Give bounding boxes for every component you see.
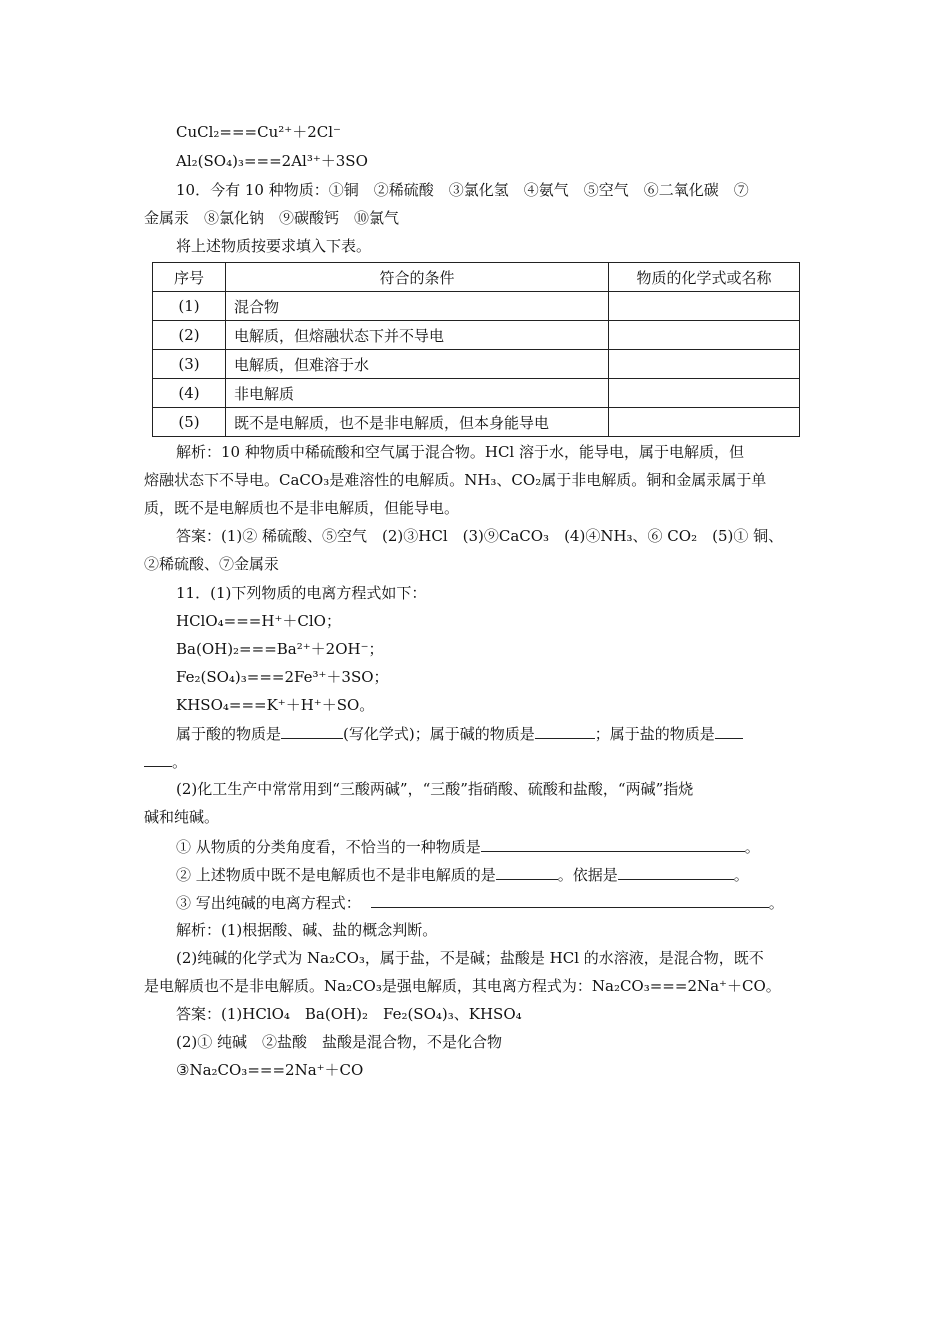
row-answer-cell [609, 292, 800, 321]
q10-instruction: 将上述物质按要求填入下表。 [176, 237, 372, 255]
table-row [153, 292, 800, 321]
q11-part1-question [176, 723, 743, 744]
table-row [153, 350, 800, 379]
row-condition: 电解质，但熔融状态下并不导电 [226, 321, 609, 350]
row-index: (5) [153, 408, 226, 437]
q10-analysis-line2: 熔融状态下不导电。CaCO₃是难溶性的电解质。NH₃、CO₂属于非电解质。铜和金属汞属于单 [144, 471, 767, 489]
row-answer-cell [609, 379, 800, 408]
q11-intro: 11．(1)下列物质的电离方程式如下： [176, 584, 427, 602]
acid-answer-blank [281, 723, 343, 739]
sub2-basis-prompt: 。依据是 [557, 866, 618, 884]
q10-stem-line2: 金属汞 ⑧氯化钠 ⑨碳酸钙 ⑩氯气 [144, 209, 400, 227]
q11-base-prompt: (写化学式)；属于碱的物质是 [343, 725, 535, 743]
table-row [153, 379, 800, 408]
sub3-answer-blank [371, 892, 769, 908]
q11-equation-2: Ba(OH)₂===Ba²⁺＋2OH⁻； [176, 640, 384, 658]
row-answer-cell [609, 350, 800, 379]
header-condition: 符合的条件 [226, 263, 609, 292]
q11-equation-4: KHSO₄===K⁺＋H⁺＋SO。 [176, 696, 375, 714]
row-condition: 既不是电解质，也不是非电解质，但本身能导电 [226, 408, 609, 437]
q11-part2-line2: 碱和纯碱。 [144, 808, 220, 826]
row-index: (4) [153, 379, 226, 408]
period-mark: 。 [172, 753, 188, 771]
q11-equation-1: HClO₄===H⁺＋ClO； [176, 612, 341, 630]
sub1-answer-blank [481, 836, 745, 852]
row-answer-cell [609, 321, 800, 350]
q11-sub2 [176, 864, 749, 885]
table-row [153, 321, 800, 350]
q10-answer-line1: 答案：(1)② 稀硫酸、⑤空气 (2)③HCl (3)⑨CaCO₃ (4)④NH₃、⑥ CO₂ (5)① 铜、 [176, 527, 784, 545]
q11-sub1 [176, 836, 760, 857]
q11-answer-line2: (2)① 纯碱 ②盐酸 盐酸是混合物，不是化合物 [176, 1033, 503, 1051]
q11-sub3 [176, 892, 784, 913]
row-index: (3) [153, 350, 226, 379]
row-condition: 非电解质 [226, 379, 609, 408]
q11-part1-continuation [144, 751, 187, 772]
q10-answer-line2: ②稀硫酸、⑦金属汞 [144, 555, 280, 573]
q10-table [152, 262, 800, 437]
q10-analysis-line1: 解析：10 种物质中稀硫酸和空气属于混合物。HCl 溶于水，能导电，属于电解质，但 [176, 443, 744, 461]
sub2-basis-blank [618, 864, 734, 880]
salt-answer-blank-continued [144, 751, 172, 767]
q11-analysis-line3: 是电解质也不是非电解质。Na₂CO₃是强电解质，其电离方程式为：Na₂CO₃===2Na⁺＋CO。 [144, 977, 781, 995]
header-substance: 物质的化学式或名称 [609, 263, 800, 292]
period-mark: 。 [768, 894, 784, 912]
row-index: (2) [153, 321, 226, 350]
sub2-prompt: ② 上述物质中既不是电解质也不是非电解质的是 [176, 866, 496, 884]
q11-analysis-line2: (2)纯碱的化学式为 Na₂CO₃，属于盐，不是碱；盐酸是 HCl 的水溶液，是混合物，既不 [176, 949, 764, 967]
period-mark: 。 [733, 866, 749, 884]
equation-al2so43: Al₂(SO₄)₃===2Al³⁺＋3SO [176, 152, 368, 170]
row-answer-cell [609, 408, 800, 437]
table-row [153, 408, 800, 437]
row-condition: 混合物 [226, 292, 609, 321]
q10-analysis-line3: 质，既不是电解质也不是非电解质，但能导电。 [144, 499, 460, 517]
row-condition: 电解质，但难溶于水 [226, 350, 609, 379]
salt-answer-blank [715, 723, 743, 739]
q11-salt-prompt: ；属于盐的物质是 [594, 725, 715, 743]
sub2-answer-blank [496, 864, 558, 880]
sub1-prompt: ① 从物质的分类角度看，不恰当的一种物质是 [176, 838, 481, 856]
table-header-row [153, 263, 800, 292]
q11-part2-line1: (2)化工生产中常常用到“三酸两碱”，“三酸”指硝酸、硫酸和盐酸，“两碱”指烧 [176, 780, 694, 798]
row-index: (1) [153, 292, 226, 321]
header-index: 序号 [153, 263, 226, 292]
q11-answer-line3: ③Na₂CO₃===2Na⁺＋CO [176, 1061, 364, 1079]
sub3-prompt: ③ 写出纯碱的电离方程式： [176, 894, 361, 912]
period-mark: 。 [744, 838, 760, 856]
q11-equation-3: Fe₂(SO₄)₃===2Fe³⁺＋3SO； [176, 668, 389, 686]
base-answer-blank [535, 723, 595, 739]
q11-analysis-line1: 解析：(1)根据酸、碱、盐的概念判断。 [176, 921, 438, 939]
q11-answer-line1: 答案：(1)HClO₄ Ba(OH)₂ Fe₂(SO₄)₃、KHSO₄ [176, 1005, 522, 1023]
equation-cucl2: CuCl₂===Cu²⁺＋2Cl⁻ [176, 123, 341, 141]
q10-stem-line1: 10．今有 10 种物质：①铜 ②稀硫酸 ③氯化氢 ④氨气 ⑤空气 ⑥二氧化碳 ⑦ [176, 181, 749, 199]
q11-acid-prompt: 属于酸的物质是 [176, 725, 282, 743]
